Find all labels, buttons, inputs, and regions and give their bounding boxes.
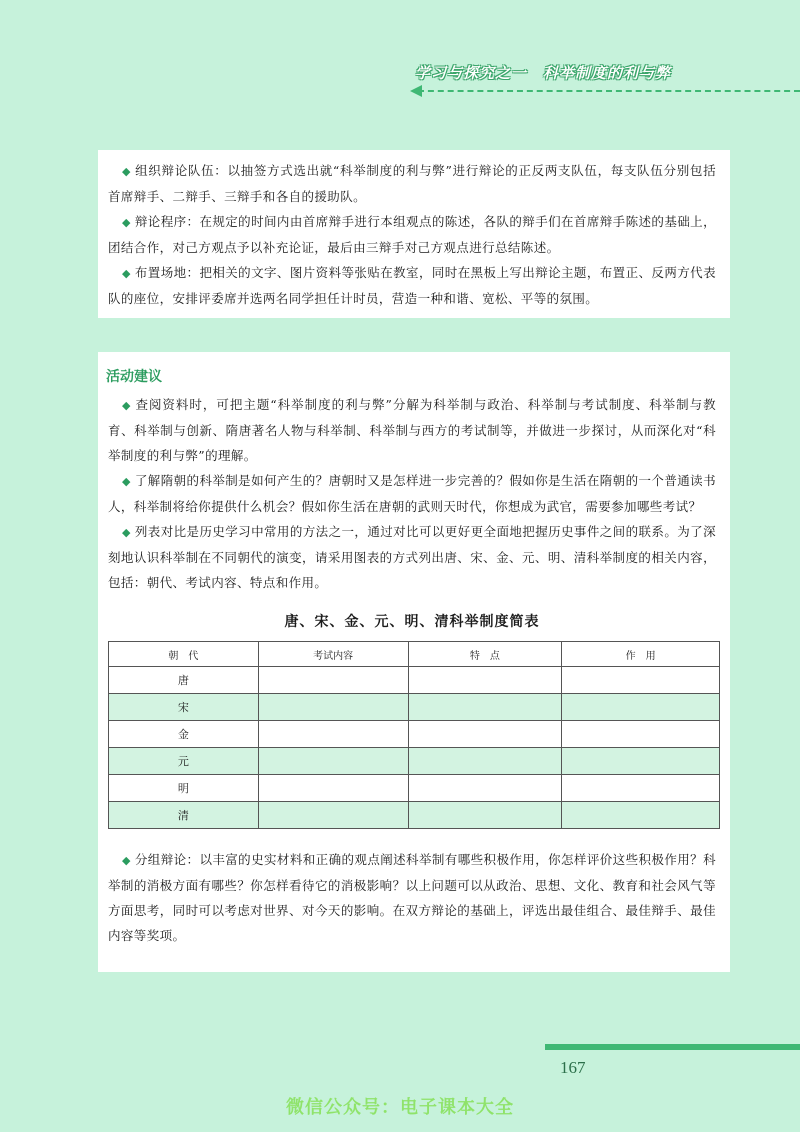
header-exam-content: 考试内容 [258, 642, 408, 667]
diamond-bullet-icon: ◆ [122, 475, 131, 488]
diamond-bullet-icon: ◆ [122, 399, 132, 412]
table-header-row [109, 642, 720, 667]
debate-preparation-box [98, 150, 730, 318]
empty-cell [258, 748, 408, 775]
empty-cell [408, 667, 562, 694]
page-number: 167 [560, 1058, 586, 1077]
chapter-header-title: 学习与探究之一 科举制度的利与弊 [415, 64, 672, 82]
empty-cell [258, 721, 408, 748]
empty-cell [562, 694, 720, 721]
empty-cell [258, 775, 408, 802]
diamond-bullet-icon: ◆ [122, 854, 131, 867]
table-row [109, 802, 720, 829]
list-item [108, 519, 716, 595]
table-row [109, 694, 720, 721]
empty-cell [562, 802, 720, 829]
table-row [109, 667, 720, 694]
dynasty-cell: 金 [109, 721, 259, 748]
list-item-text: 组织辩论队伍：以抽签方式选出就“科举制度的利与弊”进行辩论的正反两支队伍，每支队伍分别包括首席辩手、二辩手、三辩手和各自的援助队。 [108, 163, 716, 204]
table-row [109, 748, 720, 775]
diamond-bullet-icon: ◆ [122, 526, 131, 539]
empty-cell [562, 775, 720, 802]
table-title: 唐、宋、金、元、明、清科举制度简表 [284, 614, 540, 630]
diamond-bullet-icon: ◆ [122, 216, 131, 229]
empty-cell [408, 721, 562, 748]
dynasty-cell: 清 [109, 802, 259, 829]
watermark-text: 微信公众号：电子课本大全 [286, 1097, 514, 1118]
diamond-bullet-icon: ◆ [122, 267, 131, 280]
table-row [109, 775, 720, 802]
section-title: 活动建议 [106, 369, 162, 385]
empty-cell [258, 694, 408, 721]
table-row [109, 721, 720, 748]
empty-cell [562, 748, 720, 775]
header-function: 作 用 [562, 642, 720, 667]
footer-bar [545, 1044, 800, 1050]
dynasty-cell: 唐 [109, 667, 259, 694]
empty-cell [408, 775, 562, 802]
dynasty-cell: 宋 [109, 694, 259, 721]
list-item [108, 468, 716, 519]
empty-cell [562, 667, 720, 694]
header-dynasty: 朝 代 [109, 642, 259, 667]
list-item-text: 列表对比是历史学习中常用的方法之一，通过对比可以更好更全面地把握历史事件之间的联系。为了深刻地认识科举制在不同朝代的演变，请采用图表的方式列出唐、宋、金、元、明、清科举制度的相关内容，包括：朝代、考试内容、特点和作用。 [108, 524, 716, 590]
list-item-text: 查阅资料时，可把主题“科举制度的利与弊”分解为科举制与政治、科举制与考试制度、科举制与教育、科举制与创新、隋唐著名人物与科举制、科举制与西方的考试制等，并做进一步探讨，从而深化对“科举制度的利与弊”的理解。 [108, 397, 716, 463]
header-features: 特 点 [408, 642, 562, 667]
header-dashed-line [418, 90, 800, 92]
empty-cell [408, 748, 562, 775]
list-item-text: 辩论程序：在规定的时间内由首席辩手进行本组观点的陈述，各队的辩手们在首席辩手陈述的基础上，团结合作，对己方观点予以补充论证，最后由三辩手对己方观点进行总结陈述。 [108, 214, 716, 255]
keju-comparison-table [108, 641, 720, 829]
activity-suggestions-box [98, 352, 730, 972]
dynasty-cell: 明 [109, 775, 259, 802]
empty-cell [562, 721, 720, 748]
list-item-text: 了解隋朝的科举制是如何产生的？唐朝时又是怎样进一步完善的？假如你是生活在隋朝的一个普通读书人，科举制将给你提供什么机会？假如你生活在唐朝的武则天时代，你想成为武官，需要参加哪些考试？ [108, 473, 716, 514]
list-item [108, 847, 716, 948]
dynasty-cell: 元 [109, 748, 259, 775]
list-item [108, 392, 716, 468]
list-item [108, 209, 716, 260]
list-item-text: 布置场地：把相关的文字、图片资料等张贴在教室，同时在黑板上写出辩论主题，布置正、反两方代表队的座位，安排评委席并选两名同学担任计时员，营造一种和谐、宽松、平等的氛围。 [108, 265, 716, 306]
diamond-bullet-icon: ◆ [122, 165, 132, 178]
empty-cell [408, 694, 562, 721]
list-item-text: 分组辩论：以丰富的史实材料和正确的观点阐述科举制有哪些积极作用，你怎样评价这些积极作用？科举制的消极方面有哪些？你怎样看待它的消极影响？以上问题可以从政治、思想、文化、教育和社会风气等方面思考，同时可以考虑对世界、对今天的影响。在双方辩论的基础上，评选出最佳组合、最佳辩手、最佳内容等奖项。 [108, 852, 716, 943]
empty-cell [408, 802, 562, 829]
list-item [108, 158, 716, 209]
list-item [108, 260, 716, 311]
empty-cell [258, 802, 408, 829]
empty-cell [258, 667, 408, 694]
